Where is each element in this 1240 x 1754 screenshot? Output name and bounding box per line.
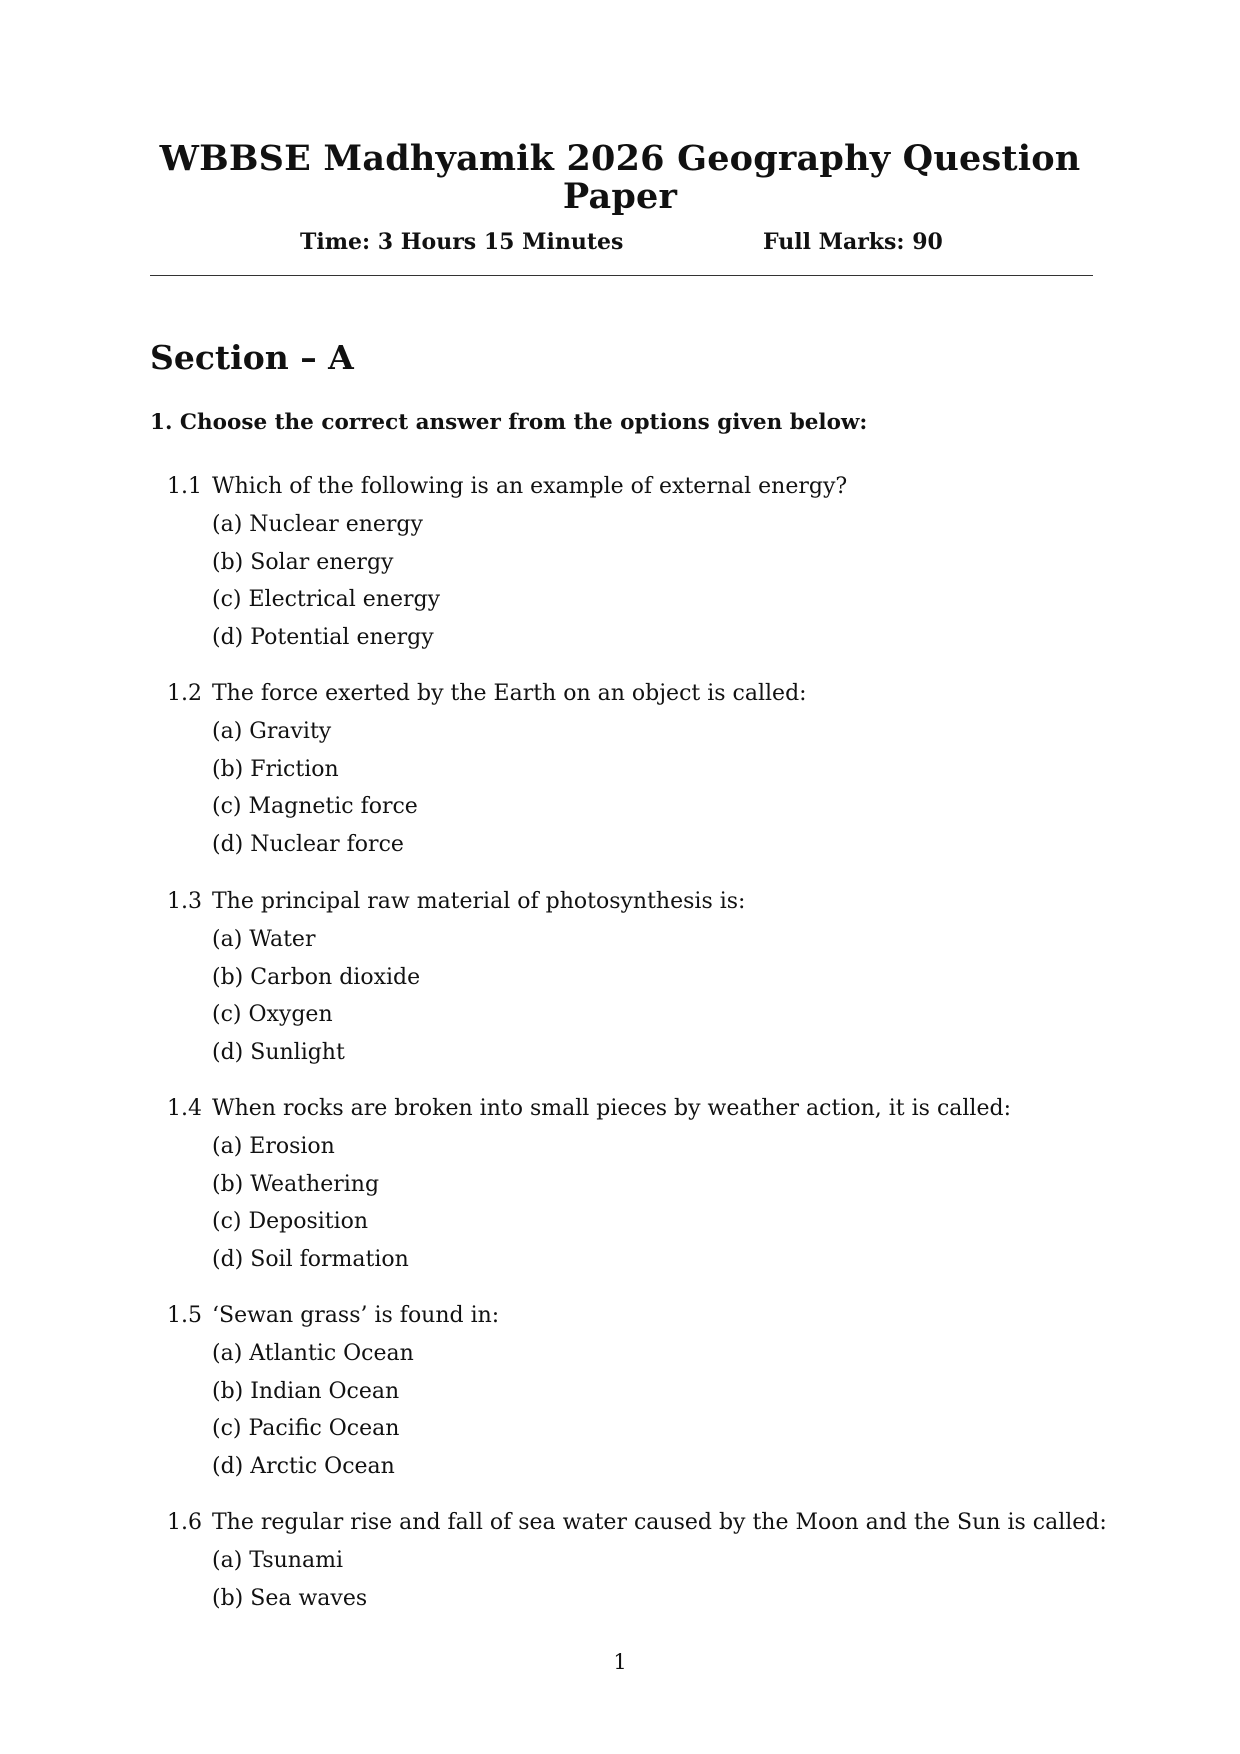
question-1-6 xyxy=(167,1504,1107,1617)
option-d: (d) Soil formation xyxy=(212,1246,409,1272)
question-number: 1.2 xyxy=(167,681,202,706)
question-text: The regular rise and fall of sea water caused by the Moon and the Sun is called: xyxy=(212,1510,1107,1535)
option-a: (a) Erosion xyxy=(212,1134,335,1159)
option-b: (b) Carbon dioxide xyxy=(212,964,421,990)
option-c: (c) Electrical energy xyxy=(212,587,441,612)
question-text: When rocks are broken into small pieces by weather action, it is called: xyxy=(212,1096,1011,1121)
question-number: 1.3 xyxy=(167,889,202,914)
option-c: (c) Oxygen xyxy=(212,1002,333,1027)
exam-time: Time: 3 Hours 15 Minutes xyxy=(300,229,624,255)
question-1-5 xyxy=(167,1297,499,1485)
question-number: 1.6 xyxy=(167,1510,202,1535)
option-b: (b) Weathering xyxy=(212,1171,380,1197)
option-a: (a) Water xyxy=(212,927,316,952)
section-heading: Section – A xyxy=(150,338,354,377)
paper-title xyxy=(150,140,1090,216)
question-1-3 xyxy=(167,883,745,1071)
paper-title-line-2: Paper xyxy=(562,176,678,217)
question-text: ‘Sewan grass’ is found in: xyxy=(212,1303,500,1328)
question-number: 1.5 xyxy=(167,1303,202,1328)
question-text: Which of the following is an example of external energy? xyxy=(212,474,848,499)
question-1-4 xyxy=(167,1090,1011,1278)
option-d: (d) Nuclear force xyxy=(212,831,404,857)
option-c: (c) Deposition xyxy=(212,1209,369,1234)
option-c: (c) Pacific Ocean xyxy=(212,1416,400,1441)
option-a: (a) Nuclear energy xyxy=(212,512,423,537)
full-marks: Full Marks: 90 xyxy=(763,229,943,255)
header-divider xyxy=(150,275,1093,276)
option-b: (b) Friction xyxy=(212,756,339,782)
option-a: (a) Gravity xyxy=(212,719,332,744)
option-c: (c) Magnetic force xyxy=(212,794,418,819)
question-text: The principal raw material of photosynthesis is: xyxy=(212,889,746,914)
option-a: (a) Tsunami xyxy=(212,1548,343,1573)
option-d: (d) Arctic Ocean xyxy=(212,1453,395,1479)
option-d: (d) Potential energy xyxy=(212,624,434,650)
option-b: (b) Solar energy xyxy=(212,549,394,575)
paper-title-line-1: WBBSE Madhyamik 2026 Geography Question xyxy=(159,138,1081,179)
section-instruction: 1. Choose the correct answer from the options given below: xyxy=(150,410,868,435)
question-1-2 xyxy=(167,675,807,863)
page-number: 1 xyxy=(613,1650,627,1674)
question-text: The force exerted by the Earth on an object is called: xyxy=(212,681,807,706)
question-1-1 xyxy=(167,468,847,656)
question-number: 1.4 xyxy=(167,1096,202,1121)
option-d: (d) Sunlight xyxy=(212,1039,345,1065)
question-number: 1.1 xyxy=(167,474,202,499)
option-b: (b) Indian Ocean xyxy=(212,1378,400,1404)
option-a: (a) Atlantic Ocean xyxy=(212,1341,414,1366)
option-b: (b) Sea waves xyxy=(212,1585,368,1611)
